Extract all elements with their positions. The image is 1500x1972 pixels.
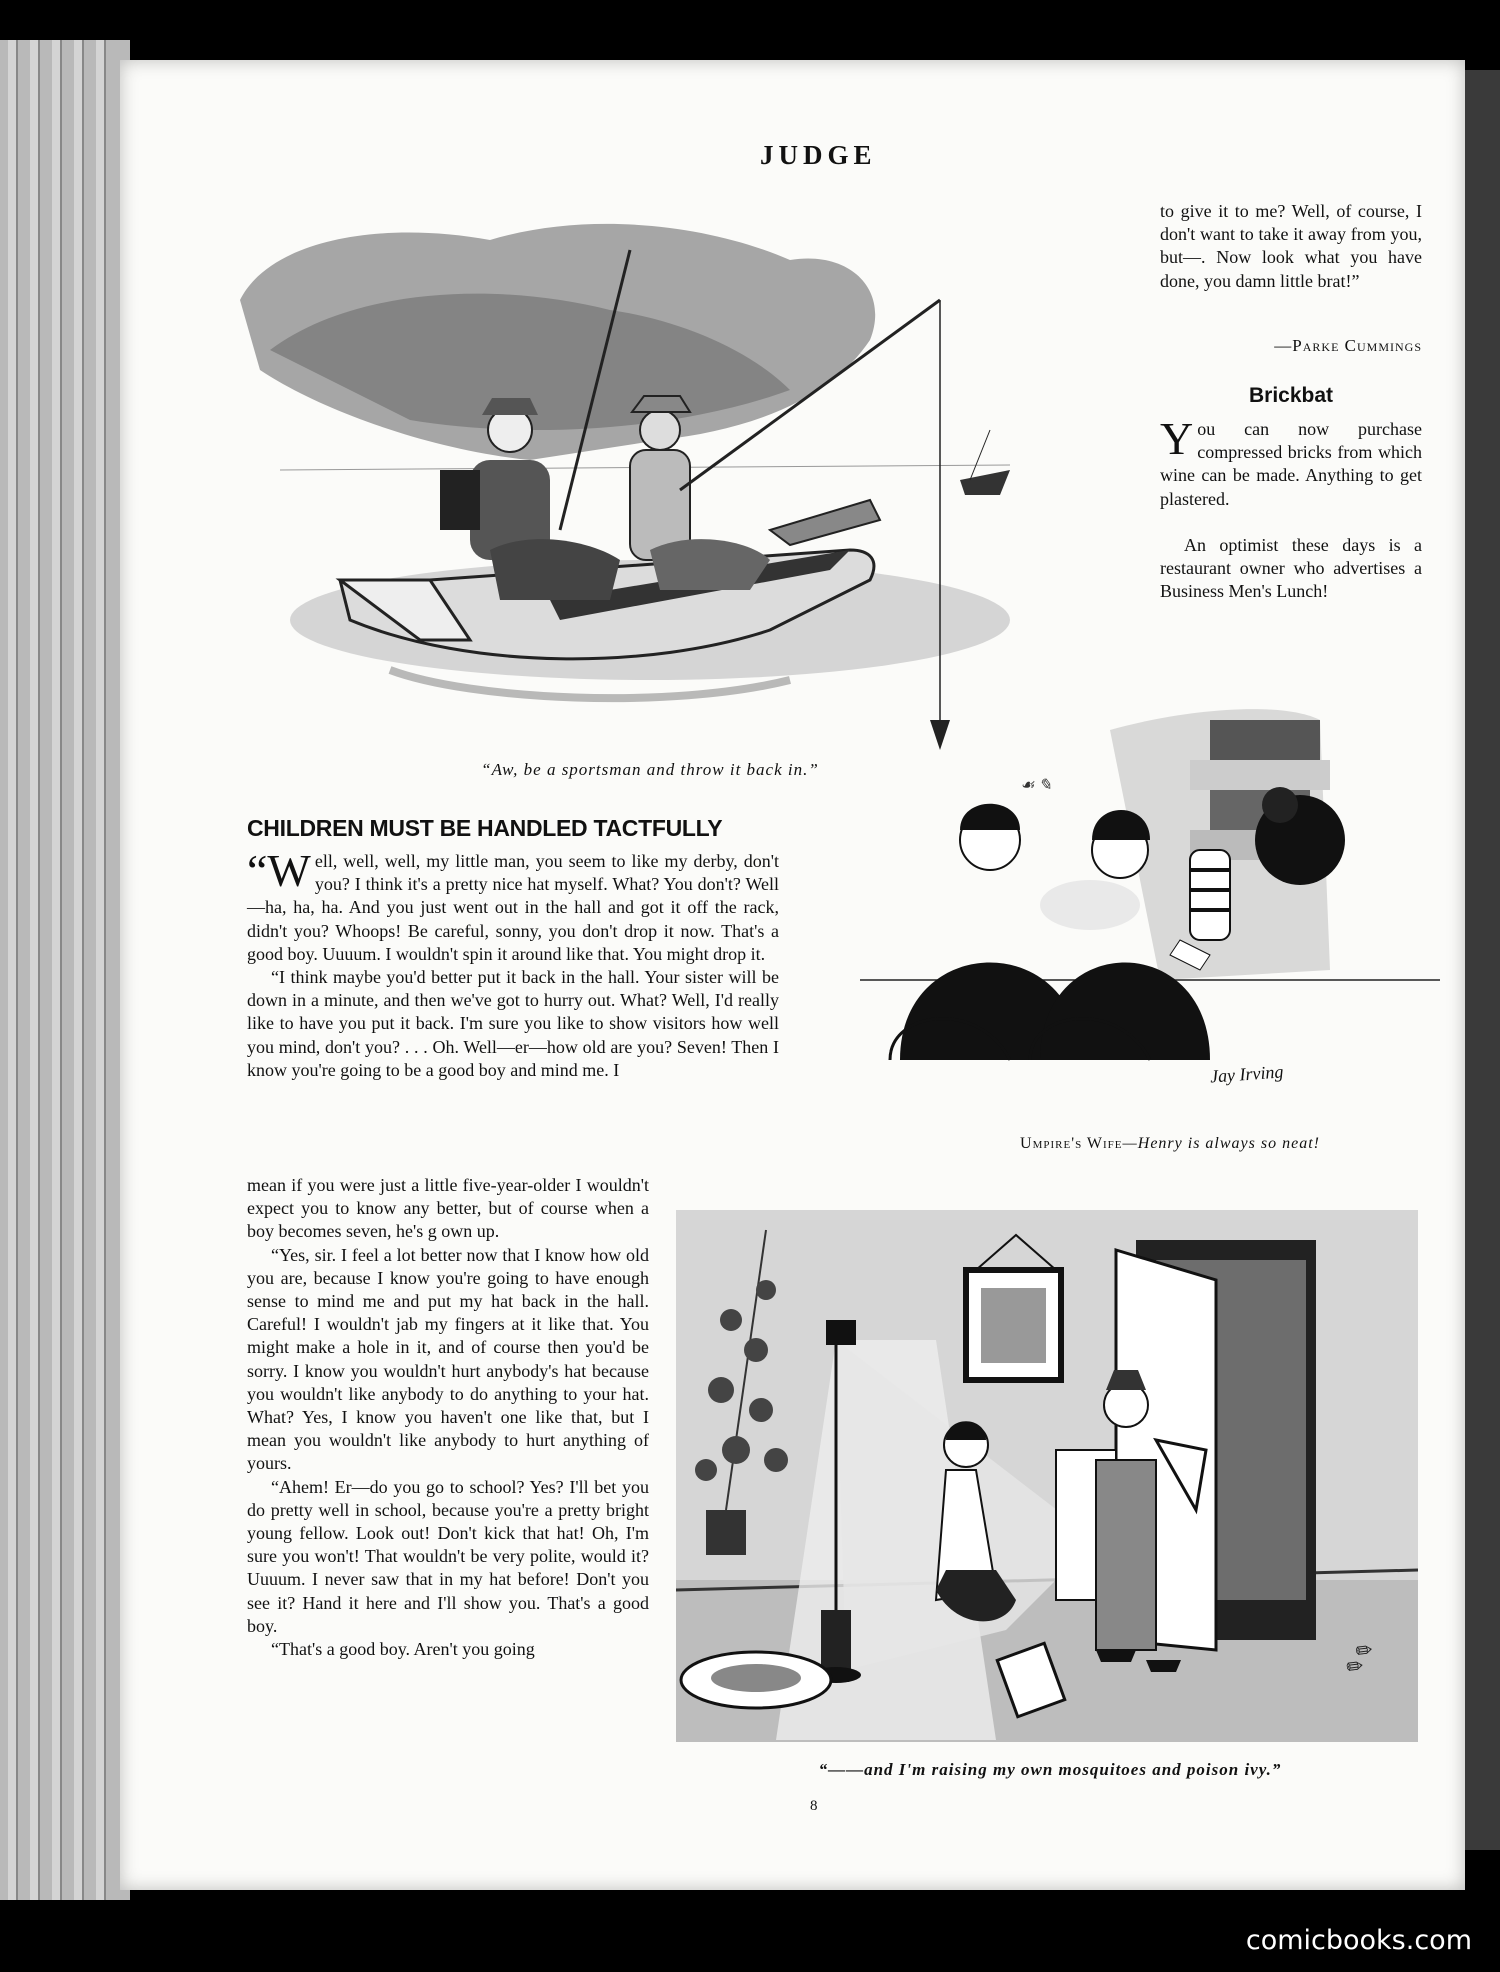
article-paragraph-5: “That's a good boy. Aren't you going	[271, 1639, 535, 1660]
ivy-illustration	[676, 1210, 1418, 1742]
umpire-cartoon	[860, 680, 1440, 1160]
article-paragraph-2: “I think maybe you'd better put it back in the hall. Your sister will be down in a minute, and then we've got to hurry out. What? Well, I'd really like to have you put it back. I'm sure you like to show visitors how well you mind, don't you? . . . Oh. Well—er—how old are you? Seven! Then I know you're going to be a good boy and mind me. I	[247, 967, 779, 1080]
magazine-page	[120, 60, 1465, 1890]
article-paragraph-3: “Yes, sir. I feel a lot better now that I know how old you are, because I know you're going to have enough sense to mind me and put my hat back in the hall. Careful! I wouldn't jab my fingers at it like that. You might make a hole in it, and of course then you'd be sorry. I know you wouldn't hurt anybody's hat because you wouldn't like anybody to do anything to your hat. What? Yes, I know you haven't one like that, but I mean you wouldn't like anybody to hurt anything of yours.	[247, 1244, 649, 1474]
running-head: JUDGE	[760, 140, 877, 170]
brickbat-text: ou can now purchase compressed bricks from which wine can be made. Anything to get plastered.	[1160, 419, 1422, 509]
cummings-continuation: to give it to me? Well, of course, I don't want to take it away from you, but—. Now look what you have done, you damn little brat!”	[1160, 201, 1422, 291]
article-column-bottom	[247, 1174, 649, 1661]
article-column-top	[247, 845, 779, 1082]
article-paragraph-2b: mean if you were just a little five-year-older I wouldn't expect you to know any better, but of course when a boy becomes seven, he's g own up.	[247, 1175, 649, 1242]
svg-text:☙ ✎: ☙ ✎	[1020, 777, 1052, 794]
article-headline: CHILDREN MUST BE HANDLED TACTFULLY	[247, 815, 723, 841]
book-page-edges	[0, 40, 130, 1900]
article-dropcap: “W	[247, 845, 311, 896]
umpire-cartoon-caption	[900, 1135, 1440, 1153]
brickbat-dropcap: Y	[1160, 413, 1194, 464]
optimist-paragraph: An optimist these days is a restaurant owner who advertises a Business Men's Lunch!	[1160, 535, 1422, 602]
ivy-cartoon	[676, 1210, 1418, 1742]
cummings-attribution: —Parke Cummings	[1274, 336, 1422, 355]
article-paragraph-4: “Ahem! Er—do you go to school? Yes? I'll bet you do pretty well in school, because you're a pretty bright young fellow. Look out! Don't kick that hat! Oh, I'm sure you won't! That wouldn't be very polite, would it? Uuuum. I never saw that in my hat before! Don't you see it? Hand it here and I'll show you. That's a good boy.	[247, 1476, 649, 1636]
umpire-caption-speaker: Umpire's Wife	[1020, 1135, 1123, 1152]
ivy-cartoon-caption: “——and I'm raising my own mosquitoes and poison ivy.”	[818, 1760, 1282, 1779]
brickbat-title: Brickbat	[1248, 384, 1334, 407]
brickbat-paragraph	[1160, 413, 1422, 511]
article-paragraph-1: “Well, well, well, my little man, you seem to like my derby, don't you? I think it's a pretty nice hat myself. What? You don't? Well—ha, ha, ha. And you just went out in the hall and got it off the rack, didn't you? Whoops! Be careful, sonny, you don't drop it now. That's a good boy. Uuuum. I wouldn't spin it around like that. You might drop it.	[247, 845, 779, 964]
watermark: comicbooks.com	[1245, 1925, 1472, 1956]
fishing-cartoon-caption: “Aw, be a sportsman and throw it back in.”	[481, 760, 819, 779]
umpire-caption-line: —Henry is always so neat!	[1122, 1135, 1320, 1152]
umpire-cartoon-signature: Jay Irving	[1209, 1061, 1285, 1087]
umpire-illustration	[860, 680, 1440, 1160]
page-number: 8	[810, 1798, 818, 1814]
svg-text:✎✎: ✎✎	[1338, 1638, 1379, 1683]
